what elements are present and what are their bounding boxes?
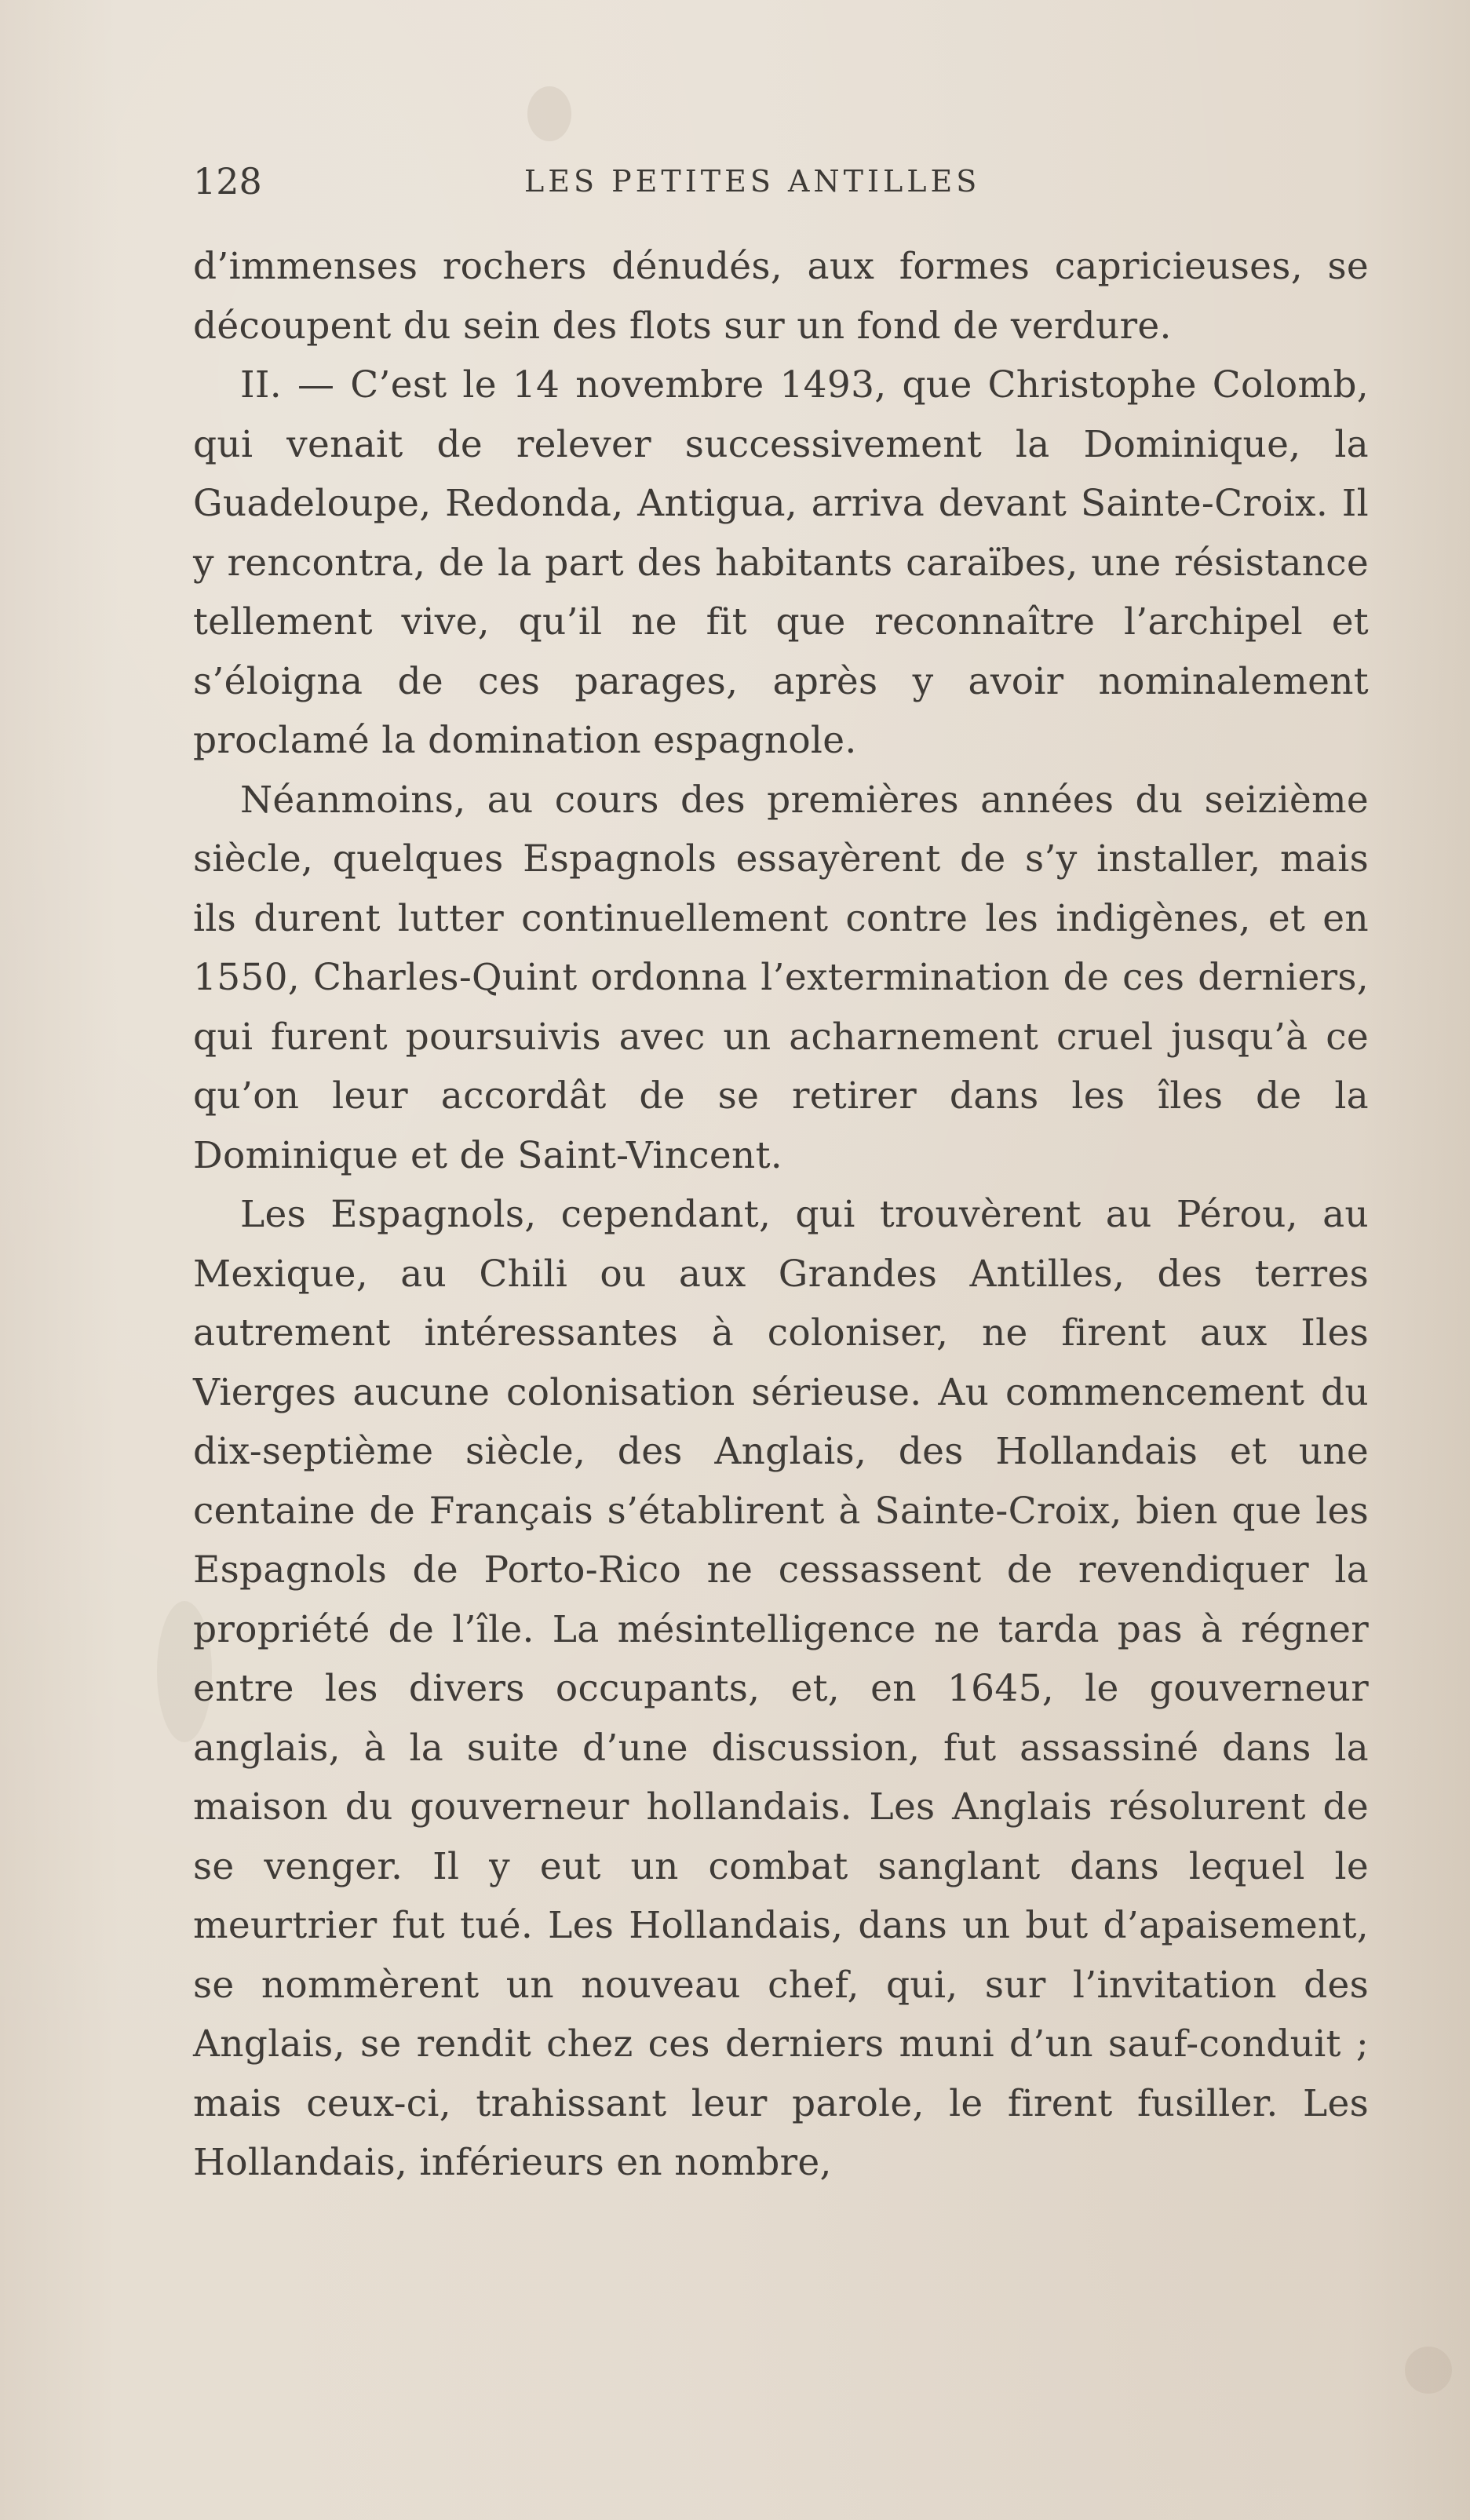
body-text — [193, 237, 1369, 2193]
paragraph: Néanmoins, au cours des premières années du seizième siècle, quelques Espagnols essayèrent de s’y installer, mais ils durent lutter continuellement contre les indigènes, et en 1550, Charles-Quint ordonna l’extermination de ces derniers, qui furent poursuivis avec un acharnement cruel jusqu’à ce qu’on leur accordât de se retirer dans les îles de la Dominique et de Saint-Vincent. — [193, 778, 1369, 1177]
paragraph: Les Espagnols, cependant, qui trouvèrent au Pérou, au Mexique, au Chili ou aux Grandes Antilles, des terres autrement intéressantes à coloniser, ne firent aux Iles Vierges aucune colonisation sérieuse. Au commencement du dix-septième siècle, des Anglais, des Hollandais et une centaine de Français s’établirent à Sainte-Croix, bien que les Espagnols de Porto-Rico ne cessassent de revendiquer la propriété de l’île. La mésintelligence ne tarda pas à régner entre les divers occupants, et, en 1645, le gouverneur anglais, à la suite d’une discussion, fut assassiné dans la maison du gouverneur hollandais. Les Anglais résolurent de se venger. Il y eut un combat sanglant dans lequel le meurtrier fut tué. Les Hollandais, dans un but d’apaisement, se nommèrent un nouveau chef, qui, sur l’invitation des Anglais, se rendit chez ces derniers muni d’un sauf-conduit ; mais ceux-ci, trahissant leur parole, le firent fusiller. Les Hollandais, inférieurs en nombre, — [193, 1193, 1369, 2184]
paragraph: II. — C’est le 14 novembre 1493, que Christophe Colomb, qui venait de relever successivement la Dominique, la Guadeloupe, Redonda, Antigua, arriva devant Sainte-Croix. Il y rencontra, de la part des habitants caraïbes, une résistance tellement vive, qu’il ne fit que reconnaître l’archipel et s’éloigna de ces parages, après y avoir nominalement proclamé la domination espagnole. — [193, 363, 1369, 762]
paper-stain — [1405, 2347, 1452, 2394]
running-title: LES PETITES ANTILLES — [524, 164, 981, 199]
paragraph-continuation: d’immenses rochers dénudés, aux formes capricieuses, se découpent du sein des flots sur un fond de verdure. — [193, 245, 1369, 348]
running-header — [193, 154, 1370, 209]
paper-stain — [527, 86, 571, 141]
page-number: 128 — [193, 160, 262, 202]
